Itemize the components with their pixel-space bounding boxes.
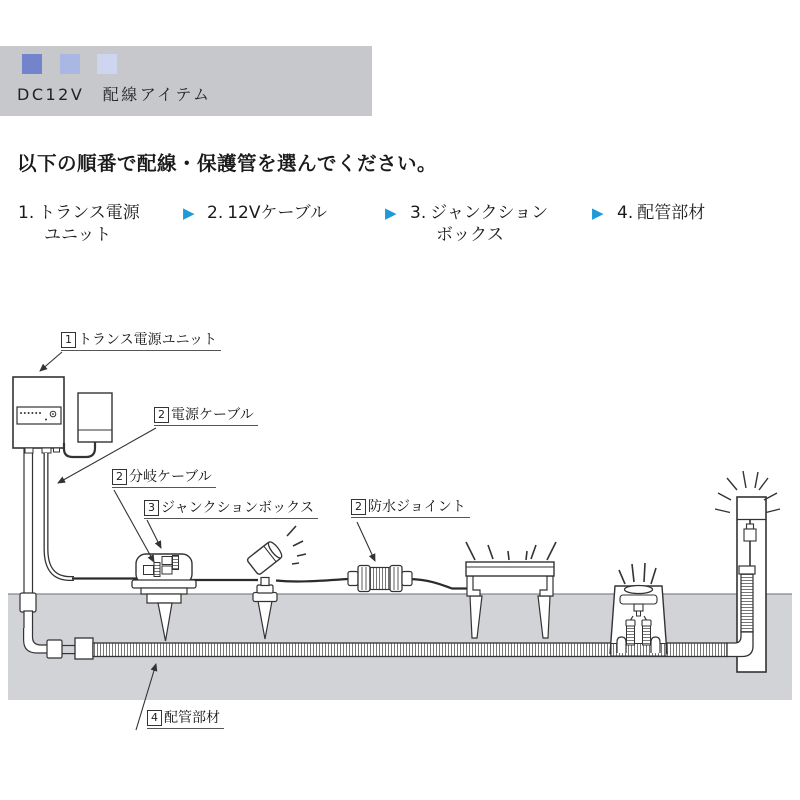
light-rays <box>287 526 306 564</box>
power-cord <box>64 442 95 457</box>
power-cable <box>46 453 74 579</box>
step-4: 4. 配管部材 <box>617 203 706 223</box>
buried-light <box>610 563 667 656</box>
outlet-box <box>64 393 112 457</box>
step-2: 2. 12Vケーブル <box>207 203 327 223</box>
label-waterproof-joint: 2 防水ジョイント <box>351 498 470 518</box>
step-arrow-icon: ▶ <box>385 204 397 222</box>
step-1: 1. トランス電源 ユニット <box>18 203 140 245</box>
light-rays <box>619 563 656 584</box>
transformer-power-unit <box>13 377 64 453</box>
page-title: 以下の順番で配線・保護管を選んでください。 <box>17 152 438 175</box>
label-transformer: 1 トランス電源ユニット <box>61 331 221 351</box>
step-3: 3. ジャンクション ボックス <box>410 203 549 245</box>
waterproof-joint <box>348 566 412 592</box>
step-arrow-icon: ▶ <box>592 204 604 222</box>
step-arrow-icon: ▶ <box>183 204 195 222</box>
light-rays <box>466 542 556 560</box>
label-branch-cable: 2 分岐ケーブル <box>112 468 216 488</box>
header-title: DC12V 配線アイテム <box>17 85 212 104</box>
label-power-cable: 2 電源ケーブル <box>154 406 258 426</box>
label-junction-box: 3 ジャンクションボックス <box>144 499 318 519</box>
spot-head <box>246 540 284 575</box>
label-conduit: 4 配管部材 <box>147 709 224 729</box>
